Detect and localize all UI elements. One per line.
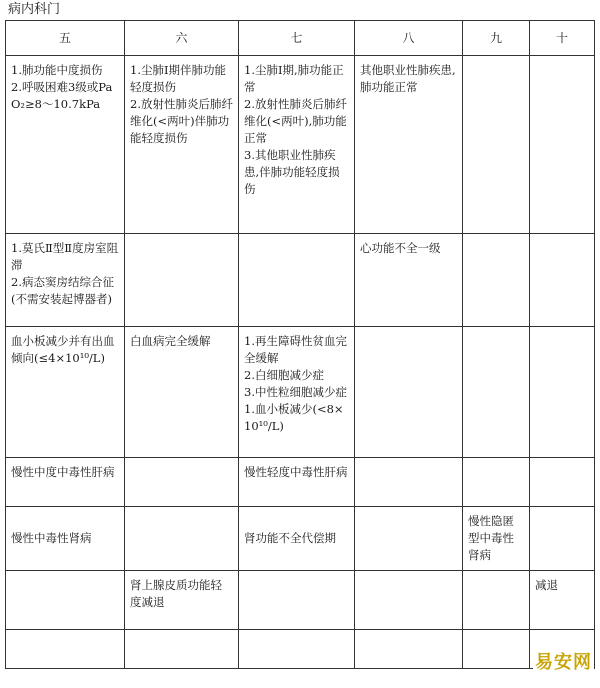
table-cell xyxy=(355,507,463,571)
cell-line: 慢性隐匿型中毒性肾病 xyxy=(468,514,514,562)
table-body xyxy=(6,56,595,669)
table-cell xyxy=(355,571,463,630)
table-cell xyxy=(463,630,530,669)
cell-line: 2.白细胞减少症 xyxy=(244,368,324,382)
table-cell xyxy=(355,56,463,234)
header-grade-7: 七 xyxy=(239,21,355,56)
cell-line: 3.中性粒细胞减少症 xyxy=(244,385,347,399)
table-cell xyxy=(530,507,595,571)
cell-line: 1.莫氏Ⅱ型Ⅱ度房室阻滞 xyxy=(11,241,119,272)
table-cell xyxy=(239,458,355,507)
cell-line: 慢性轻度中毒性肝病 xyxy=(244,465,348,479)
cell-line: 心功能不全一级 xyxy=(360,241,441,255)
table-cell xyxy=(463,507,530,571)
cell-line: 肾功能不全代偿期 xyxy=(244,531,336,545)
cell-line: 3.其他职业性肺疾患,伴肺功能轻度损伤 xyxy=(244,148,340,196)
table-cell xyxy=(530,571,595,630)
header-row xyxy=(6,21,595,56)
table-row xyxy=(6,56,595,234)
header-grade-8: 八 xyxy=(355,21,463,56)
cell-line: 1.肺功能中度损伤 xyxy=(11,63,103,77)
table-cell xyxy=(125,458,239,507)
header-grade-6: 六 xyxy=(125,21,239,56)
table-row xyxy=(6,630,595,669)
table-cell xyxy=(239,327,355,458)
table-cell xyxy=(530,234,595,327)
watermark-logo: 易安网 xyxy=(533,648,594,674)
table-cell xyxy=(355,630,463,669)
cell-line: 1.尘肺Ⅰ期,肺功能正常 xyxy=(244,63,344,94)
table-cell xyxy=(125,571,239,630)
table-cell xyxy=(6,507,125,571)
table-cell xyxy=(239,630,355,669)
cell-line: 2.放射性肺炎后肺纤维化(<两叶)伴肺功能轻度损伤 xyxy=(130,97,233,145)
table-row xyxy=(6,458,595,507)
header-grade-9: 九 xyxy=(463,21,530,56)
table-row xyxy=(6,234,595,327)
cell-line: 白血病完全缓解 xyxy=(130,334,211,348)
table-cell xyxy=(6,571,125,630)
table-cell xyxy=(125,507,239,571)
cell-line: 1.血小板减少(<8×10¹⁰/L) xyxy=(244,402,344,433)
cell-line: 血小板减少并有出血倾向(≤4×10¹⁰/L) xyxy=(11,334,115,365)
table-row xyxy=(6,327,595,458)
cell-line: 慢性中毒性肾病 xyxy=(11,531,92,545)
page-caption: 病内科门 xyxy=(8,2,61,17)
table-cell xyxy=(239,56,355,234)
table-cell xyxy=(355,234,463,327)
table-cell xyxy=(463,56,530,234)
grade-table xyxy=(5,20,595,669)
table-cell xyxy=(6,234,125,327)
cell-line: 2.病态窦房结综合征(不需安装起博器者) xyxy=(11,275,114,306)
table-cell xyxy=(239,507,355,571)
table-row xyxy=(6,507,595,571)
table-cell xyxy=(6,458,125,507)
table-cell xyxy=(125,234,239,327)
header-grade-5: 五 xyxy=(6,21,125,56)
table-cell xyxy=(355,458,463,507)
table-cell xyxy=(355,327,463,458)
table-cell xyxy=(530,56,595,234)
table-cell xyxy=(6,56,125,234)
table-cell xyxy=(463,571,530,630)
table-cell xyxy=(463,234,530,327)
cell-line: 肾上腺皮质功能轻度减退 xyxy=(130,578,222,609)
cell-line: 慢性中度中毒性肝病 xyxy=(11,465,115,479)
table-cell xyxy=(6,327,125,458)
cell-line: 减退 xyxy=(535,578,558,592)
disability-grade-table xyxy=(5,20,594,669)
table-cell xyxy=(463,327,530,458)
cell-line: 2.呼吸困难3级或PaO₂≥8～10.7kPa xyxy=(11,80,113,111)
table-cell xyxy=(463,458,530,507)
table-cell xyxy=(6,630,125,669)
table-row xyxy=(6,571,595,630)
cell-line: 其他职业性肺疾患,肺功能正常 xyxy=(360,63,456,94)
table-cell xyxy=(125,630,239,669)
table-cell xyxy=(239,234,355,327)
table-cell xyxy=(239,571,355,630)
table-cell xyxy=(125,56,239,234)
table-cell xyxy=(530,327,595,458)
header-grade-10: 十 xyxy=(530,21,595,56)
cell-line: 2.放射性肺炎后肺纤维化(<两叶),肺功能正常 xyxy=(244,97,347,145)
table-cell xyxy=(125,327,239,458)
cell-line: 1.再生障碍性贫血完全缓解 xyxy=(244,334,347,365)
table-cell xyxy=(530,458,595,507)
cell-line: 1.尘肺Ⅰ期伴肺功能轻度损伤 xyxy=(130,63,227,94)
